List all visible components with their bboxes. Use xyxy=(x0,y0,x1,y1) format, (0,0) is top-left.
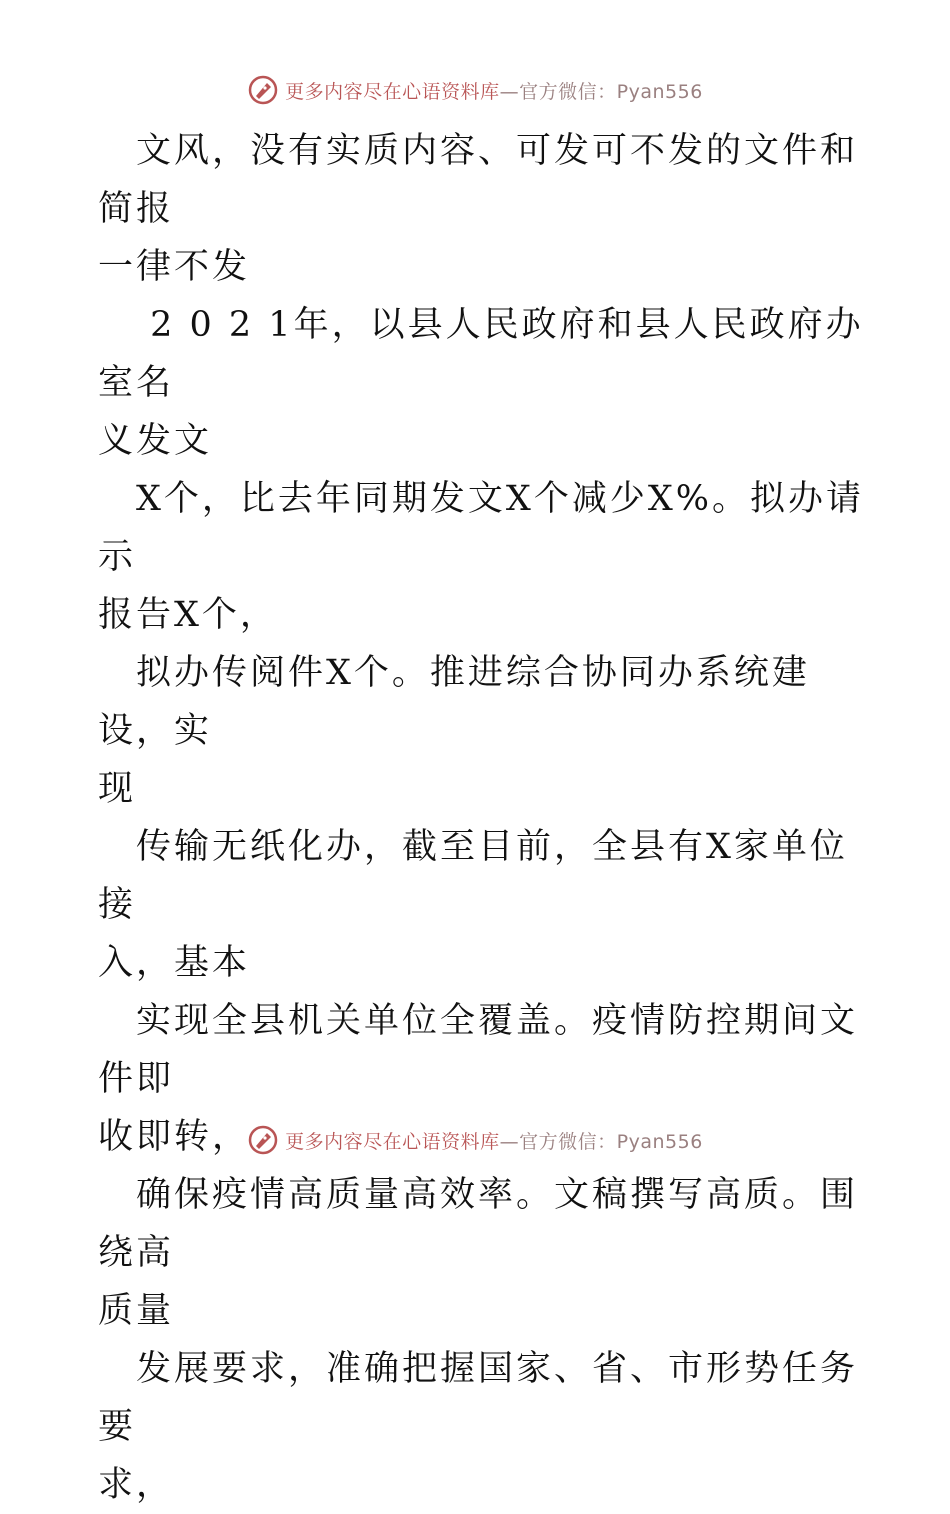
text-line: 发展要求，准确把握国家、省、市形势任务要 xyxy=(98,1349,859,1447)
text-line: 文风，没有实质内容、可发可不发的文件和简报 xyxy=(98,131,859,229)
text-line: 质量 xyxy=(98,1291,175,1331)
text-line: 报告X个， xyxy=(98,595,278,635)
watermark-separator: — xyxy=(499,1130,520,1153)
text-line: 确保疫情高质量高效率。文稿撰写高质。围绕高 xyxy=(98,1175,859,1273)
pen-nib-logo-icon xyxy=(247,74,279,106)
watermark-separator: — xyxy=(499,80,520,103)
document-body xyxy=(98,122,868,1514)
text-line: 拟办传阅件X个。推进综合协同办系统建设，实 xyxy=(98,653,810,751)
text-line: 义发文 xyxy=(98,421,213,461)
text-line: 收即转， xyxy=(98,1117,251,1157)
footer-watermark xyxy=(0,1120,950,1160)
header-watermark xyxy=(0,70,950,110)
watermark-wechat: 官方微信：Pyan556 xyxy=(519,1130,703,1153)
text-line: X个，比去年同期发文X个减少X%。拟办请示 xyxy=(98,479,865,577)
watermark-main: 更多内容尽在心语资料库 xyxy=(285,80,500,103)
watermark-text xyxy=(285,1127,703,1154)
watermark-text xyxy=(285,77,703,104)
text-line: 求， xyxy=(98,1465,175,1505)
text-line: 现 xyxy=(98,769,137,809)
text-line: 入，基本 xyxy=(98,943,251,983)
text-line: 实现全县机关单位全覆盖。疫情防控期间文件即 xyxy=(98,1001,859,1099)
text-line: 2 0 2 1年，以县人民政府和县人民政府办室名 xyxy=(98,305,864,403)
watermark-main: 更多内容尽在心语资料库 xyxy=(285,1130,500,1153)
pen-nib-logo-icon xyxy=(247,1124,279,1156)
text-line: 一律不发 xyxy=(98,247,251,287)
text-line: 传输无纸化办，截至目前，全县有X家单位接 xyxy=(98,827,848,925)
watermark-wechat: 官方微信：Pyan556 xyxy=(519,80,703,103)
